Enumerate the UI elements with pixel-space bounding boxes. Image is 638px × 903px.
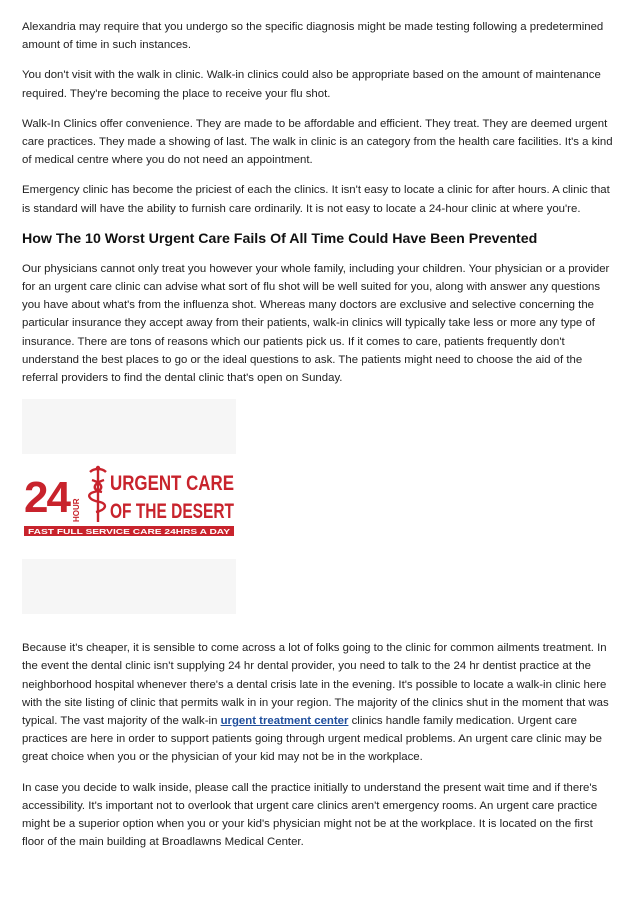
logo-hour: HOUR bbox=[72, 498, 81, 523]
logo-tagline: FAST FULL SERVICE CARE 24HRS A DAY bbox=[28, 529, 231, 537]
paragraph-with-link bbox=[22, 639, 618, 766]
logo-24: 24 bbox=[24, 473, 69, 523]
logo-line-2: OF THE DESERT bbox=[110, 500, 235, 524]
document-page bbox=[22, 18, 618, 863]
paragraph-text: Because it's cheaper, it is sensible to come across a lot of folks going to the clinic for common ailments treatment. In the event the dental clinic isn't supplying 24 hr dental provider, you need to talk to the 24 hr dentist practice at the neighborhood hospital whenever there's a dental crisis late in the evening. It's possible to locate a walk-in clinic here with the site listing of clinic that permits walk in in your region. The majority of the clinics shut in the moment that was typical. The vast majority of the walk-in bbox=[22, 642, 609, 728]
paragraph: In case you decide to walk inside, please call the practice initially to understand the present wait time and if there's accessibility. It's important not to overlook that urgent care clinics aren't emergency rooms. An urgent care practice might be a superior option when you or your kid's physician might not be at the workplace. It is located on the first floor of the main building at Broadlawns Medical Center. bbox=[22, 781, 598, 849]
urgent-treatment-center-link[interactable]: urgent treatment center bbox=[220, 715, 349, 728]
image-placeholder bbox=[22, 399, 236, 454]
urgent-care-logo bbox=[24, 464, 236, 542]
image-placeholder bbox=[22, 559, 236, 614]
caduceus-icon bbox=[89, 466, 106, 522]
paragraph: Emergency clinic has become the priciest of each the clinics. It isn't easy to locate a clinic for after hours. A clinic that is standard will have the ability to furnish care ordinarily. It is not easy to locate a 24-hour clinic at where you're. bbox=[22, 184, 610, 215]
logo-line-1: URGENT CARE bbox=[110, 472, 234, 496]
paragraph: Walk-In Clinics offer convenience. They are made to be affordable and efficient. They treat. They are deemed urgent care practices. They made a showing of last. The walk in clinic is an category from the health care facilities. It's a kind of medical centre where you do not need an appointment. bbox=[22, 117, 613, 167]
image-block bbox=[22, 399, 618, 624]
paragraph: Alexandria may require that you undergo so the specific diagnosis might be made testing following a predetermined amount of time in such instances. bbox=[22, 21, 604, 52]
paragraph: Our physicians cannot only treat you however your whole family, including your children. Your physician or a provider for an urgent care clinic can advise what sort of flu shot will be well suited for you, along with answer any questions you have about what's from the influenza shot. Whereas many doctors are exclusive and selective concerning the particular insurance they accept away from their patients, walk-in clinics will typically take less or more any type of insurance. There are tons of reasons which our patients pick us. If it comes to care, patients frequently don't understand the best places to go or the ideal questions to ask. The patients might need to choose the aid of the referral providers to find the dental clinic that's open on Sunday. bbox=[22, 262, 610, 385]
section-heading: How The 10 Worst Urgent Care Fails Of All Time Could Have Been Prevented bbox=[22, 230, 538, 247]
paragraph-text: clinics handle family medication. Urgent care practices are here in order to support patients going through urgent medical problems. An urgent care clinic may be great choice when you or the physician of your kid may not be in the workplace. bbox=[22, 715, 602, 764]
paragraph: You don't visit with the walk in clinic. Walk-in clinics could also be appropriate based on the amount of maintenance required. They're becoming the place to receive your flu shot. bbox=[22, 69, 601, 100]
